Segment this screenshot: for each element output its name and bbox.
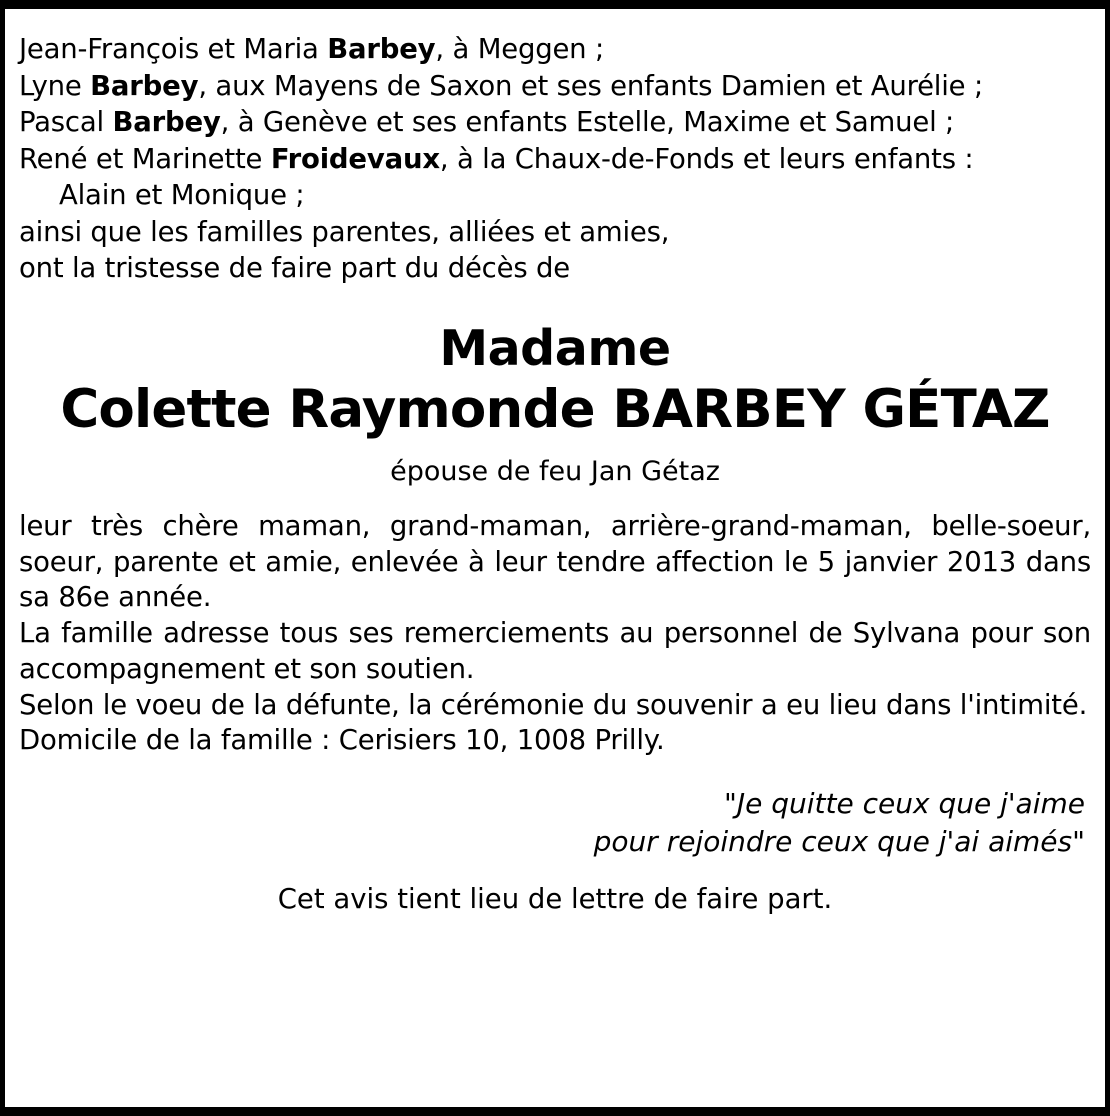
honorific-title: Madame [439,319,671,377]
paragraph-address: Domicile de la famille : Cerisiers 10, 1008 Prilly. [19,724,665,757]
survivor-line-2 [19,68,1091,105]
survivor-line-3 [19,104,1091,141]
family-name: Barbey [327,33,436,65]
survivors-list [19,31,1091,287]
paragraph-ceremony: Selon le voeu de la défunte, la cérémonie du souvenir a eu lieu dans l'intimité. [19,688,1088,721]
deceased-name: Colette Raymonde BARBEY GÉTAZ [60,379,1050,441]
survivor-line-4 [19,141,1091,178]
text-segment: , aux Mayens de Saxon et ses enfants Damien et Aurélie ; [198,69,984,102]
survivor-line-1 [19,31,1091,68]
text-segment: Alain et Monique ; [59,179,305,212]
survivor-line-5 [19,177,1091,214]
text-segment: ont la tristesse de faire part du décès de [19,252,570,285]
body-paragraphs [19,509,1091,759]
spouse-line: épouse de feu Jan Gétaz [390,455,720,487]
family-name: Barbey [90,69,199,102]
quote-line-2: pour rejoindre ceux que j'ai aimés" [593,824,1085,858]
quote-line-1: "Je quitte ceux que j'aime [723,787,1085,821]
paragraph-relationship: leur très chère maman, grand-maman, arrière-grand-maman, belle-soeur, soeur, parente et amie, enlevée à leur tendre affection le 5 janvier 2013 dans sa 86e année. [19,509,1091,614]
footer-note: Cet avis tient lieu de lettre de faire part. [277,882,833,915]
text-segment: Jean-François et Maria [19,33,328,65]
text-segment: Lyne [19,69,91,102]
text-segment: , à la Chaux-de-Fonds et leurs enfants : [439,142,974,175]
family-name: Froidevaux [270,142,440,175]
survivor-line-6 [19,214,1091,251]
text-segment: René et Marinette [19,142,271,175]
memorial-quote [19,785,1091,861]
paragraph-thanks: La famille adresse tous ses remerciements au personnel de Sylvana pour son accompagnement et son soutien. [19,617,1091,685]
text-segment: Pascal [19,106,113,139]
deceased-block [19,319,1091,489]
text-segment: , à Genève et ses enfants Estelle, Maxime et Samuel ; [220,106,955,139]
text-segment: , à Meggen ; [435,33,605,65]
survivor-line-7 [19,250,1091,287]
family-name: Barbey [112,106,221,139]
text-segment: ainsi que les familles parentes, alliées et amies, [19,215,670,248]
